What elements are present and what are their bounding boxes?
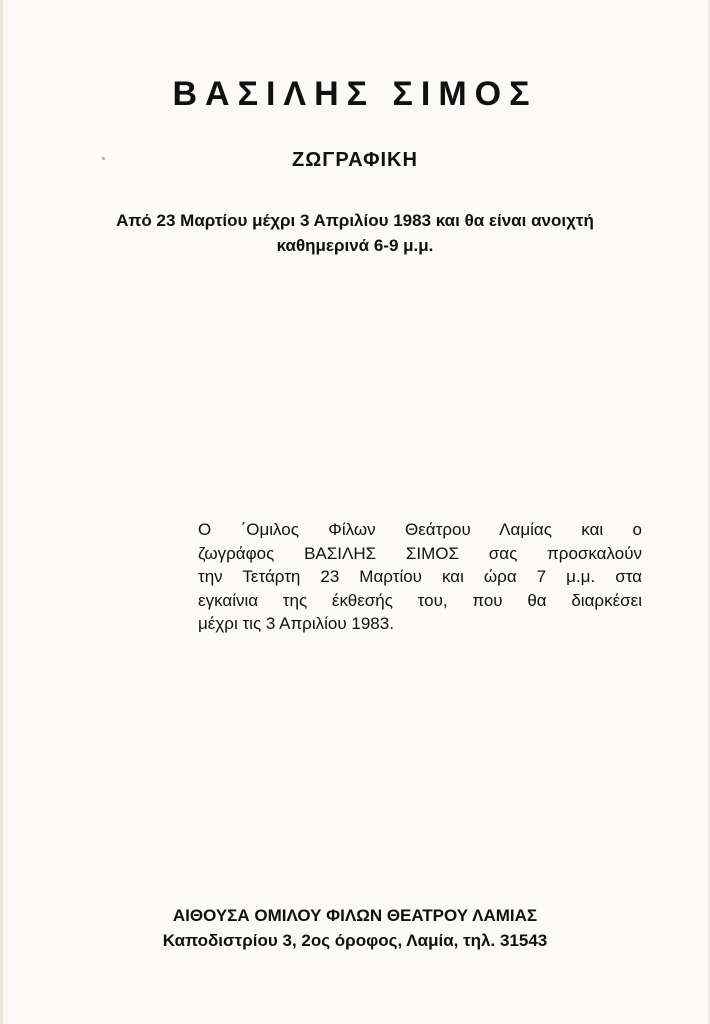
- artist-name-title: ΒΑΣΙΛΗΣ ΣΙΜΟΣ: [172, 75, 538, 113]
- invitation-line-3: την Τετάρτη 23 Μαρτίου και ώρα 7 μ.μ. στα: [198, 567, 642, 586]
- invitation-line-2: ζωγράφος ΒΑΣΙΛΗΣ ΣΙΜΟΣ σας προσκαλούν: [198, 543, 642, 563]
- exhibition-schedule: [0, 208, 710, 258]
- venue-block: [0, 903, 710, 953]
- invitation-line-5: μέχρι τις 3 Απριλίου 1983.: [198, 614, 394, 633]
- invitation-line-4: εγκαίνια της έκθεσής του, που θα διαρκέσει: [198, 590, 642, 610]
- discipline-subtitle: ΖΩΓΡΑΦΙΚΗ: [292, 149, 418, 171]
- venue-name: ΑΙΘΟΥΣΑ ΟΜΙΛΟΥ ΦΙΛΩΝ ΘΕΑΤΡΟΥ ΛΑΜΙΑΣ: [172, 906, 538, 925]
- schedule-line-2: καθημερινά 6-9 μ.μ.: [276, 236, 434, 255]
- venue-address: Καποδιστρίου 3, 2ος όροφος, Λαμία, τηλ. 31543: [162, 931, 548, 950]
- invitation-text: [198, 518, 642, 636]
- invitation-line-1: Ο ΄Ομιλος Φίλων Θεάτρου Λαμίας και ο: [198, 520, 642, 539]
- schedule-line-1: Από 23 Μαρτίου μέχρι 3 Απριλίου 1983 και θα είναι ανοιχτή: [116, 211, 594, 230]
